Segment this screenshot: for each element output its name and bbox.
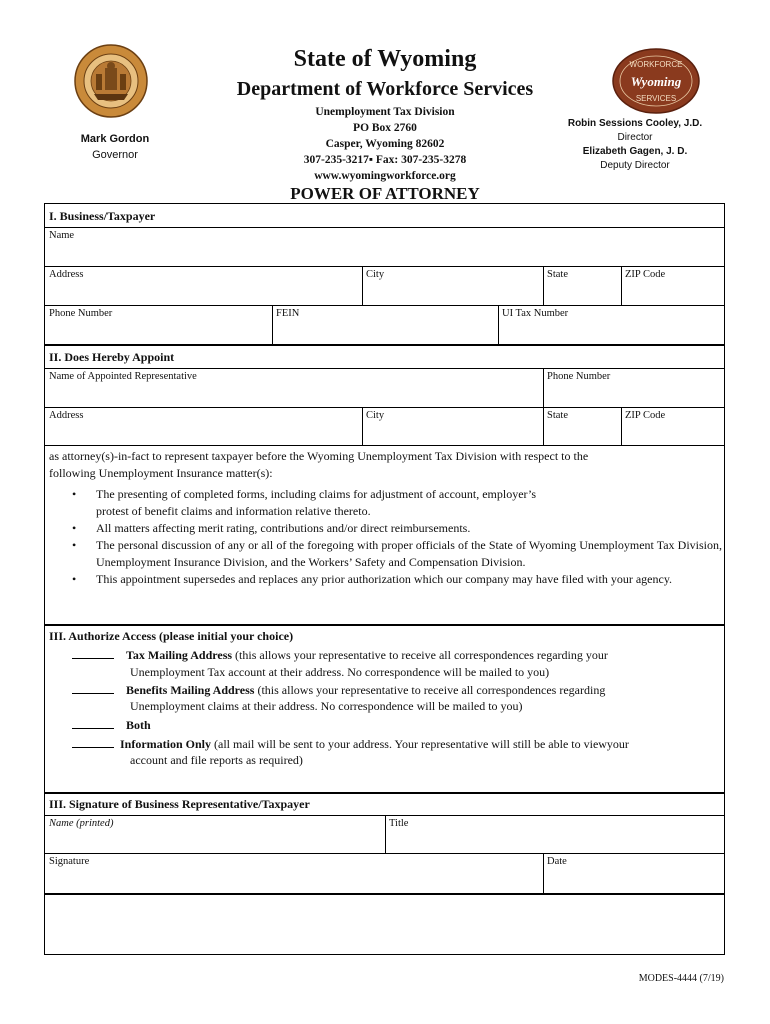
business-name-field[interactable]: Name	[49, 230, 75, 241]
appointment-intro-line1: as attorney(s)-in-fact to represent taxpayer before the Wyoming Unemployment Tax Division with respect to the	[49, 449, 589, 463]
section-business-taxpayer-heading: I. Business/Taxpayer	[49, 209, 156, 223]
list-item-text: The presenting of completed forms, including claims for adjustment of account, employer’s protest of benefit claims and information relative thereto.	[96, 487, 536, 518]
governor-title: Governor	[92, 149, 138, 161]
section-authorize-access-heading: III. Authorize Access (please initial your choice)	[49, 629, 294, 643]
divider	[44, 266, 725, 267]
appointment-intro-line2: following Unemployment Insurance matter(s):	[49, 466, 273, 480]
divider	[543, 266, 544, 305]
business-state-field[interactable]: State	[547, 269, 568, 280]
wyoming-state-seal-icon	[74, 44, 148, 118]
form-title: POWER OF ATTORNEY	[290, 184, 480, 203]
representative-city-field[interactable]: City	[366, 410, 385, 421]
option-desc: (this allows your representative to receive all correspondences regarding your	[232, 648, 608, 662]
section-appoint-heading: II. Does Hereby Appoint	[49, 350, 175, 364]
logo-text-top: WORKFORCE	[629, 60, 683, 69]
divider	[543, 407, 544, 445]
representative-phone-field[interactable]: Phone Number	[547, 371, 611, 382]
option-information-only	[72, 736, 732, 753]
option-label: Both	[126, 718, 151, 732]
form-number: MODES-4444 (7/19)	[638, 973, 724, 984]
option-label: Information Only	[120, 737, 212, 751]
division-name: Unemployment Tax Division	[315, 106, 455, 118]
printed-name-field[interactable]: Name (printed)	[49, 818, 114, 829]
option-benefits-mailing	[72, 682, 722, 699]
business-phone-field[interactable]: Phone Number	[49, 308, 113, 319]
representative-zip-field[interactable]: ZIP Code	[625, 410, 666, 421]
authority-list	[72, 486, 722, 588]
section-signature-heading: III. Signature of Business Representative/Taxpayer	[49, 797, 310, 811]
representative-name-field[interactable]: Name of Appointed Representative	[49, 371, 197, 382]
representative-state-field[interactable]: State	[547, 410, 568, 421]
divider	[44, 445, 725, 446]
list-item-text: This appointment supersedes and replaces any prior authorization which our company may have filed with your agency.	[96, 572, 673, 586]
divider	[543, 853, 544, 893]
workforce-services-logo	[612, 48, 700, 114]
section-divider	[44, 792, 725, 794]
section-divider	[44, 893, 725, 895]
information-only-initial-field[interactable]	[72, 736, 114, 748]
divider	[621, 407, 622, 445]
governor-name: Mark Gordon	[80, 133, 150, 145]
both-initial-field[interactable]	[72, 717, 114, 729]
section-divider	[44, 624, 725, 626]
date-field[interactable]: Date	[547, 856, 567, 867]
list-item-text: All matters affecting merit rating, contributions and/or direct reimbursements.	[96, 521, 471, 535]
list-item	[72, 486, 722, 520]
signature-field[interactable]: Signature	[49, 856, 90, 867]
list-item	[72, 520, 722, 537]
divider	[362, 407, 363, 445]
state-title: State of Wyoming	[293, 46, 477, 72]
divider	[621, 266, 622, 305]
phone-fax: 307-235-3217▪ Fax: 307-235-3278	[303, 154, 467, 166]
divider	[44, 227, 725, 228]
list-item	[72, 571, 722, 588]
tax-mailing-initial-field[interactable]	[72, 647, 114, 659]
logo-text-bottom: SERVICES	[635, 94, 677, 103]
divider	[44, 305, 725, 306]
divider	[44, 407, 725, 408]
divider	[362, 266, 363, 305]
department-title: Department of Workforce Services	[236, 78, 534, 100]
option-tax-mailing-desc2: Unemployment Tax account at their address. No correspondence will be mailed to you)	[130, 665, 550, 679]
divider	[543, 368, 544, 407]
deputy-title: Deputy Director	[600, 160, 670, 171]
list-item	[72, 537, 722, 571]
website: www.wyomingworkforce.org	[314, 170, 456, 182]
director-title: Director	[617, 132, 653, 143]
fein-field[interactable]: FEIN	[276, 308, 300, 319]
section-divider	[44, 344, 725, 346]
option-tax-mailing	[72, 647, 722, 664]
city-line: Casper, Wyoming 82602	[325, 138, 445, 150]
divider	[44, 368, 725, 369]
divider	[385, 815, 386, 853]
option-benefits-mailing-desc2: Unemployment claims at their address. No correspondence will be mailed to you)	[130, 699, 523, 713]
option-information-only-desc2: account and file reports as required)	[130, 753, 303, 767]
ui-tax-number-field[interactable]: UI Tax Number	[502, 308, 569, 319]
title-field[interactable]: Title	[389, 818, 409, 829]
option-label: Tax Mailing Address	[126, 648, 233, 662]
business-zip-field[interactable]: ZIP Code	[625, 269, 666, 280]
option-both	[72, 717, 722, 734]
bullet-icon: •	[72, 538, 77, 552]
logo-text-mid: Wyoming	[630, 74, 682, 89]
bullet-icon: •	[72, 572, 77, 586]
list-item-text: The personal discussion of any or all of the foregoing with proper officials of the State of Wyoming Unemployment Tax Division, Unemployment Insurance Division, and the Workers’ Safety and Compensation Division.	[96, 538, 722, 569]
divider	[44, 853, 725, 854]
divider	[272, 305, 273, 344]
representative-address-field[interactable]: Address	[49, 410, 84, 421]
option-desc: (all mail will be sent to your address. Your representative will still be able to viewyour	[211, 737, 629, 751]
benefits-mailing-initial-field[interactable]	[72, 682, 114, 694]
option-desc: (this allows your representative to receive all correspondences regarding	[254, 683, 606, 697]
divider	[498, 305, 499, 344]
business-city-field[interactable]: City	[366, 269, 385, 280]
bullet-icon: •	[72, 521, 77, 535]
deputy-name: Elizabeth Gagen, J. D.	[582, 146, 688, 157]
business-address-field[interactable]: Address	[49, 269, 84, 280]
option-label: Benefits Mailing Address	[126, 683, 255, 697]
po-box: PO Box 2760	[353, 122, 417, 134]
bullet-icon: •	[72, 487, 77, 501]
director-name: Robin Sessions Cooley, J.D.	[567, 118, 703, 129]
